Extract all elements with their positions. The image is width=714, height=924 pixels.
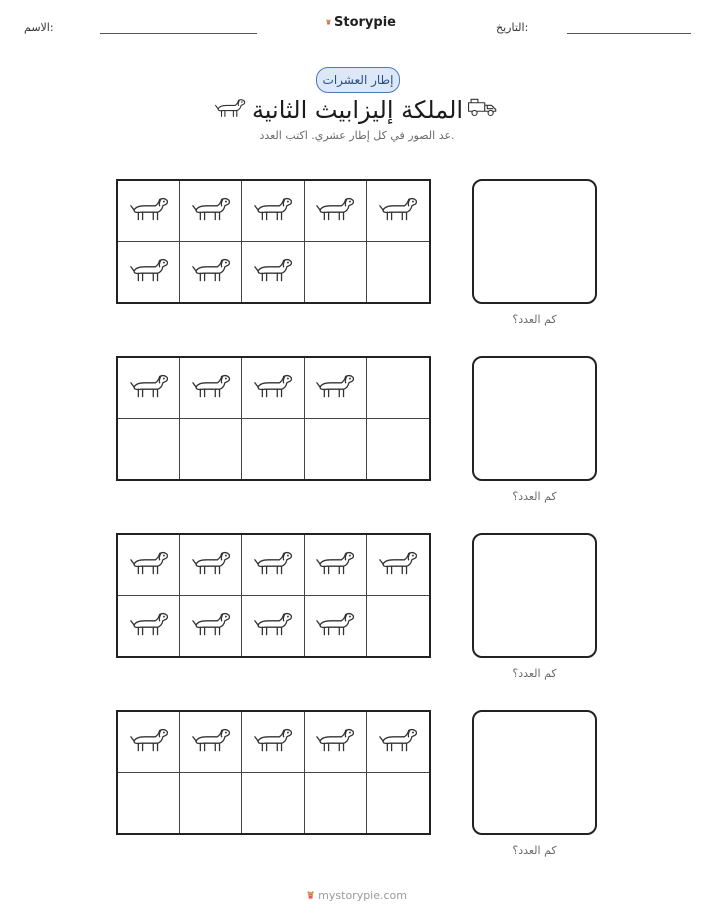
dog-icon	[251, 254, 295, 290]
how-many-prompt: كم العدد؟	[512, 313, 557, 326]
dog-icon	[127, 254, 171, 290]
ten-frame-cell	[367, 181, 429, 242]
ten-frame-cell	[118, 242, 180, 303]
date-line[interactable]	[567, 33, 691, 34]
dog-icon	[313, 193, 357, 229]
dog-icon	[376, 724, 420, 760]
answer-box[interactable]	[472, 356, 597, 481]
how-many-prompt: كم العدد؟	[512, 667, 557, 680]
ten-frame-cell	[367, 712, 429, 773]
dog-icon	[251, 547, 295, 583]
ten-frame-cell	[118, 358, 180, 419]
ten-frame-cell	[242, 596, 304, 657]
ten-frame-cell	[305, 535, 367, 596]
ten-frame-cell	[305, 358, 367, 419]
name-label: الاسم:	[24, 21, 54, 34]
ten-frame-cell	[367, 773, 429, 834]
ten-frame-cell	[118, 419, 180, 480]
ten-frame-cell	[242, 358, 304, 419]
dog-icon	[127, 193, 171, 229]
ten-frame-cell	[242, 242, 304, 303]
worksheet-type-badge: إطار العشرات	[316, 67, 400, 93]
ten-frame	[116, 356, 431, 481]
dog-icon	[313, 724, 357, 760]
dog-icon	[189, 254, 233, 290]
ten-frame-cell	[367, 596, 429, 657]
dog-icon	[127, 547, 171, 583]
answer-box[interactable]	[472, 710, 597, 835]
ten-frame-cell	[305, 773, 367, 834]
answer-box[interactable]	[472, 533, 597, 658]
ten-frame-cell	[242, 773, 304, 834]
dog-icon	[376, 193, 420, 229]
dog-icon	[189, 724, 233, 760]
ten-frame-cell	[180, 712, 242, 773]
ten-frame-cell	[180, 181, 242, 242]
dog-icon	[251, 370, 295, 406]
how-many-prompt: كم العدد؟	[512, 490, 557, 503]
dog-icon	[189, 193, 233, 229]
ten-frame-cell	[118, 773, 180, 834]
bear-logo-icon	[326, 14, 331, 30]
ten-frame-cell	[305, 419, 367, 480]
dog-icon	[213, 95, 247, 121]
worksheet-title: الملكة إليزابيث الثانية	[251, 96, 464, 124]
footer	[307, 884, 407, 906]
dog-icon	[127, 724, 171, 760]
dog-icon	[127, 608, 171, 644]
answer-box[interactable]	[472, 179, 597, 304]
ten-frame-cell	[118, 712, 180, 773]
dog-icon	[376, 547, 420, 583]
ten-frame-cell	[180, 773, 242, 834]
name-line[interactable]	[100, 33, 257, 34]
bear-logo-icon	[307, 886, 314, 904]
ten-frame-cell	[118, 596, 180, 657]
dog-icon	[189, 370, 233, 406]
dog-icon	[313, 547, 357, 583]
ten-frame-cell	[305, 596, 367, 657]
ten-frame-cell	[367, 419, 429, 480]
brand-name: Storypie	[334, 14, 396, 30]
ten-frame-cell	[118, 535, 180, 596]
footer-url: mystorypie.com	[318, 888, 407, 902]
truck-icon	[466, 94, 500, 120]
ten-frame-cell	[180, 419, 242, 480]
brand-logo	[326, 13, 396, 31]
dog-icon	[251, 724, 295, 760]
ten-frame-cell	[180, 242, 242, 303]
ten-frame-cell	[367, 242, 429, 303]
dog-icon	[251, 608, 295, 644]
ten-frame-cell	[118, 181, 180, 242]
ten-frame-cell	[180, 535, 242, 596]
date-label: التاريخ:	[496, 21, 529, 34]
ten-frame-cell	[242, 712, 304, 773]
ten-frame	[116, 179, 431, 304]
dog-icon	[251, 193, 295, 229]
ten-frame	[116, 710, 431, 835]
dog-icon	[127, 370, 171, 406]
ten-frame	[116, 533, 431, 658]
ten-frame-cell	[242, 419, 304, 480]
ten-frame-cell	[367, 358, 429, 419]
how-many-prompt: كم العدد؟	[512, 844, 557, 857]
ten-frame-cell	[242, 181, 304, 242]
ten-frame-cell	[242, 535, 304, 596]
ten-frame-cell	[305, 242, 367, 303]
instructions: عد الصور في كل إطار عشري. اكتب العدد.	[259, 129, 455, 142]
ten-frame-cell	[180, 596, 242, 657]
ten-frame-cell	[180, 358, 242, 419]
ten-frame-cell	[305, 181, 367, 242]
ten-frame-cell	[367, 535, 429, 596]
dog-icon	[189, 547, 233, 583]
dog-icon	[189, 608, 233, 644]
ten-frame-cell	[305, 712, 367, 773]
dog-icon	[313, 370, 357, 406]
dog-icon	[313, 608, 357, 644]
